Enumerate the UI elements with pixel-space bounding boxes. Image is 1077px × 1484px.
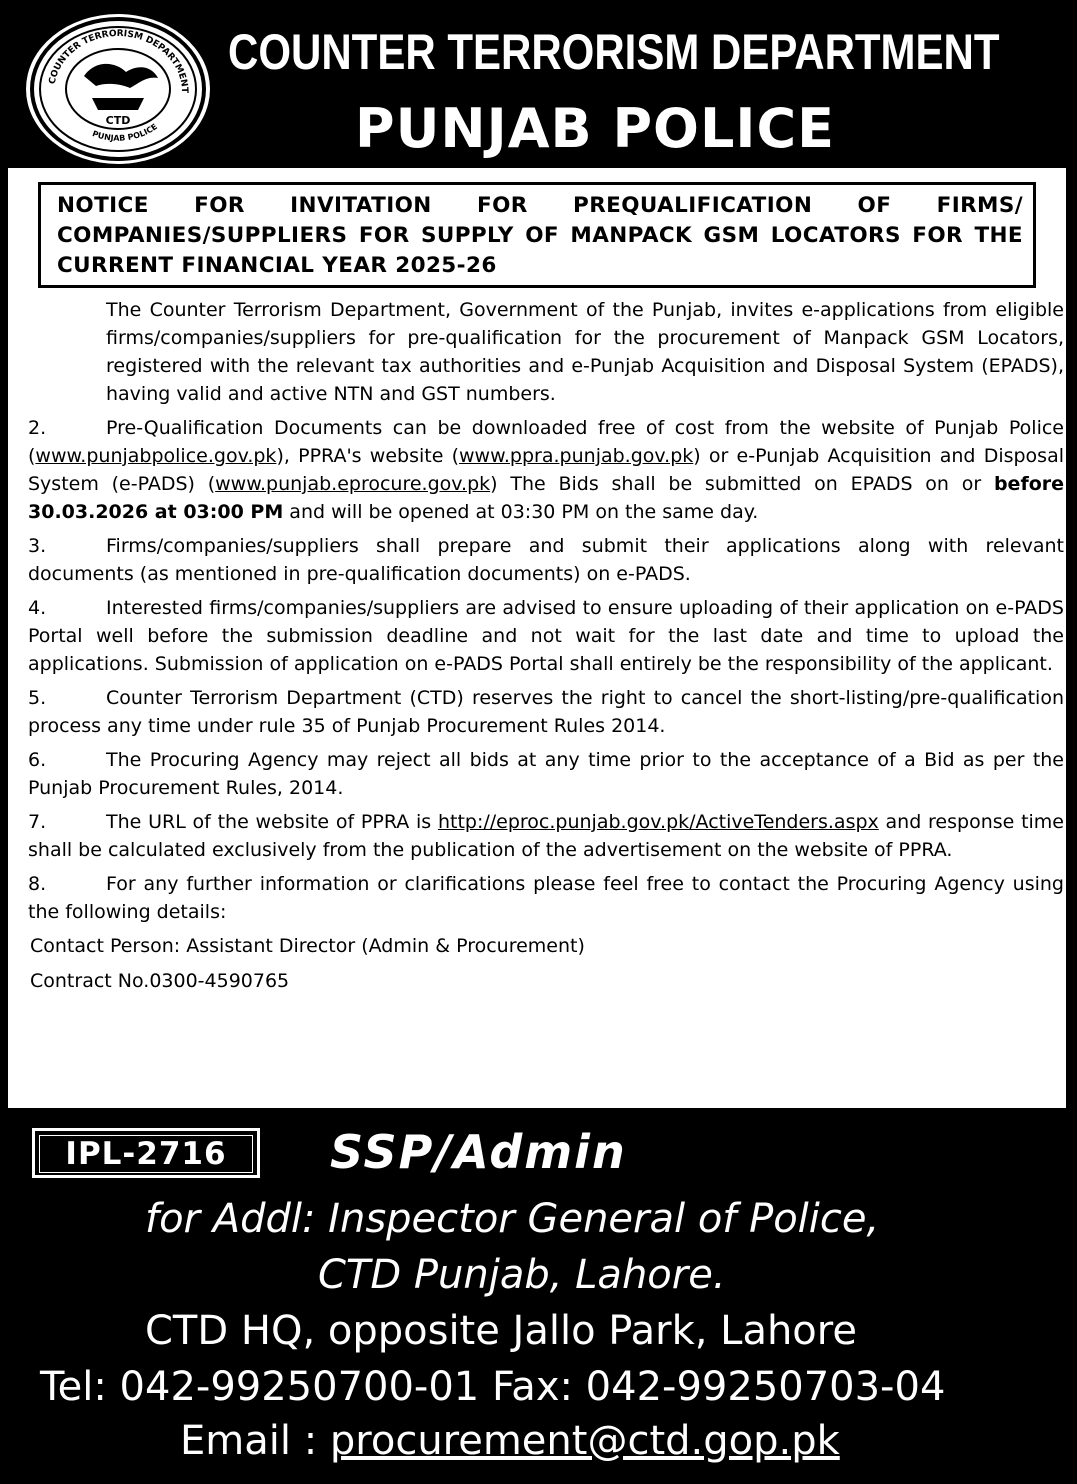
email-line bbox=[180, 1416, 840, 1466]
seal-top-text: COUNTER TERRORISM DEPARTMENT bbox=[47, 28, 190, 94]
paragraph-8: 8. For any further information or clarifications please feel free to contact the Procuring Agency using the following details: bbox=[28, 870, 1064, 926]
ipl-badge bbox=[32, 1128, 260, 1178]
tel-fax: Tel: 042-99250700-01 Fax: 042-99250703-04 bbox=[40, 1364, 946, 1410]
header-banner bbox=[0, 0, 1077, 170]
footer-banner bbox=[0, 1110, 1077, 1484]
seal-center-text: CTD bbox=[105, 114, 131, 127]
ppra-tenders-link[interactable]: http://eproc.punjab.gov.pk/ActiveTenders.aspx bbox=[437, 811, 879, 833]
paragraph-number: 3. bbox=[28, 535, 47, 557]
paragraph-1: The Counter Terrorism Department, Government of the Punjab, invites e-applications from eligible firms/companies/suppliers for pre-qualification for the procurement of Manpack GSM Locators, registered with the relevant tax authorities and e-Punjab Acquisition and Disposal System (EPADS), having valid and active NTN and GST numbers. bbox=[106, 299, 1064, 405]
contact-number: Contract No.0300-4590765 bbox=[30, 970, 290, 992]
ctd-seal bbox=[26, 14, 210, 164]
paragraph-5: 5. Counter Terrorism Department (CTD) reserves the right to cancel the short-listing/pre-qualification process any time under rule 35 of Punjab Procurement Rules 2014. bbox=[28, 684, 1064, 740]
paragraph-number: 6. bbox=[28, 749, 47, 771]
signatory-designation: for Addl: Inspector General of Police, bbox=[145, 1196, 880, 1242]
signatory-title: SSP/Admin bbox=[330, 1125, 627, 1179]
paragraph-number: 2. bbox=[28, 417, 47, 439]
punjab-police-link[interactable]: www.punjabpolice.gov.pk bbox=[35, 445, 277, 467]
signatory-office: CTD Punjab, Lahore. bbox=[318, 1252, 726, 1298]
contact-person: Contact Person: Assistant Director (Admin & Procurement) bbox=[30, 935, 585, 957]
seal-emblem bbox=[26, 14, 210, 164]
paragraph-4: 4. Interested firms/companies/suppliers are advised to ensure uploading of their application on e-PADS Portal well before the submission deadline and not wait for the last date and time to upload the applications. Submission of application on e-PADS Portal shall entirely be the responsibility of the applicant. bbox=[28, 594, 1064, 678]
paragraph-number: 7. bbox=[28, 811, 47, 833]
paragraph-3: 3. Firms/companies/suppliers shall prepare and submit their applications along with relevant documents (as mentioned in pre-qualification documents) on e-PADS. bbox=[28, 532, 1064, 588]
paragraph-7: 7. The URL of the website of PPRA is http://eproc.punjab.gov.pk/ActiveTenders.aspx and response time shall be calculated exclusively from the publication of the advertisement on the website of PPRA. bbox=[28, 808, 1064, 864]
deadline-text: before 30.03.2026 at 03:00 PM bbox=[28, 473, 1065, 523]
police-title: PUNJAB POLICE bbox=[355, 97, 835, 160]
paragraph-2: 2. Pre-Qualification Documents can be downloaded free of cost from the website of Punjab Police (www.punjabpolice.gov.pk), PPRA's website (www.ppra.punjab.gov.pk) or e-Punjab Acquisition and Disposal System (e-PADS) (www.punjab.eprocure.gov.pk) The Bids shall be submitted on EPADS on or before 30.03.2026 at 03:00 PM and will be opened at 03:30 PM on the same day. bbox=[28, 414, 1064, 526]
department-title: COUNTER TERRORISM DEPARTMENT bbox=[228, 24, 1000, 80]
notice-heading-box bbox=[38, 182, 1036, 288]
email-label: Email : bbox=[180, 1418, 330, 1464]
paragraph-number: 4. bbox=[28, 597, 47, 619]
paragraph-number: 5. bbox=[28, 687, 47, 709]
paragraph-6: 6. The Procuring Agency may reject all bids at any time prior to the acceptance of a Bid as per the Punjab Procurement Rules, 2014. bbox=[28, 746, 1064, 802]
ppra-link[interactable]: www.ppra.punjab.gov.pk bbox=[459, 445, 694, 467]
hq-address: CTD HQ, opposite Jallo Park, Lahore bbox=[145, 1308, 857, 1354]
notice-body bbox=[8, 168, 1066, 1108]
seal-bottom-text: PUNJAB POLICE bbox=[91, 121, 160, 143]
paragraph-number: 8. bbox=[28, 873, 47, 895]
ipl-number: IPL-2716 bbox=[39, 1135, 253, 1173]
notice-content bbox=[28, 296, 1064, 1002]
notice-heading: NOTICE FOR INVITATION FOR PREQUALIFICATION OF FIRMS/ COMPANIES/SUPPLIERS FOR SUPPLY OF MANPACK GSM LOCATORS FOR THE CURRENT FINANCIAL YEAR 2025-26 bbox=[57, 193, 1023, 278]
eprocure-link[interactable]: www.punjab.eprocure.gov.pk bbox=[215, 473, 491, 495]
email-link[interactable]: procurement@ctd.gop.pk bbox=[329, 1418, 840, 1464]
